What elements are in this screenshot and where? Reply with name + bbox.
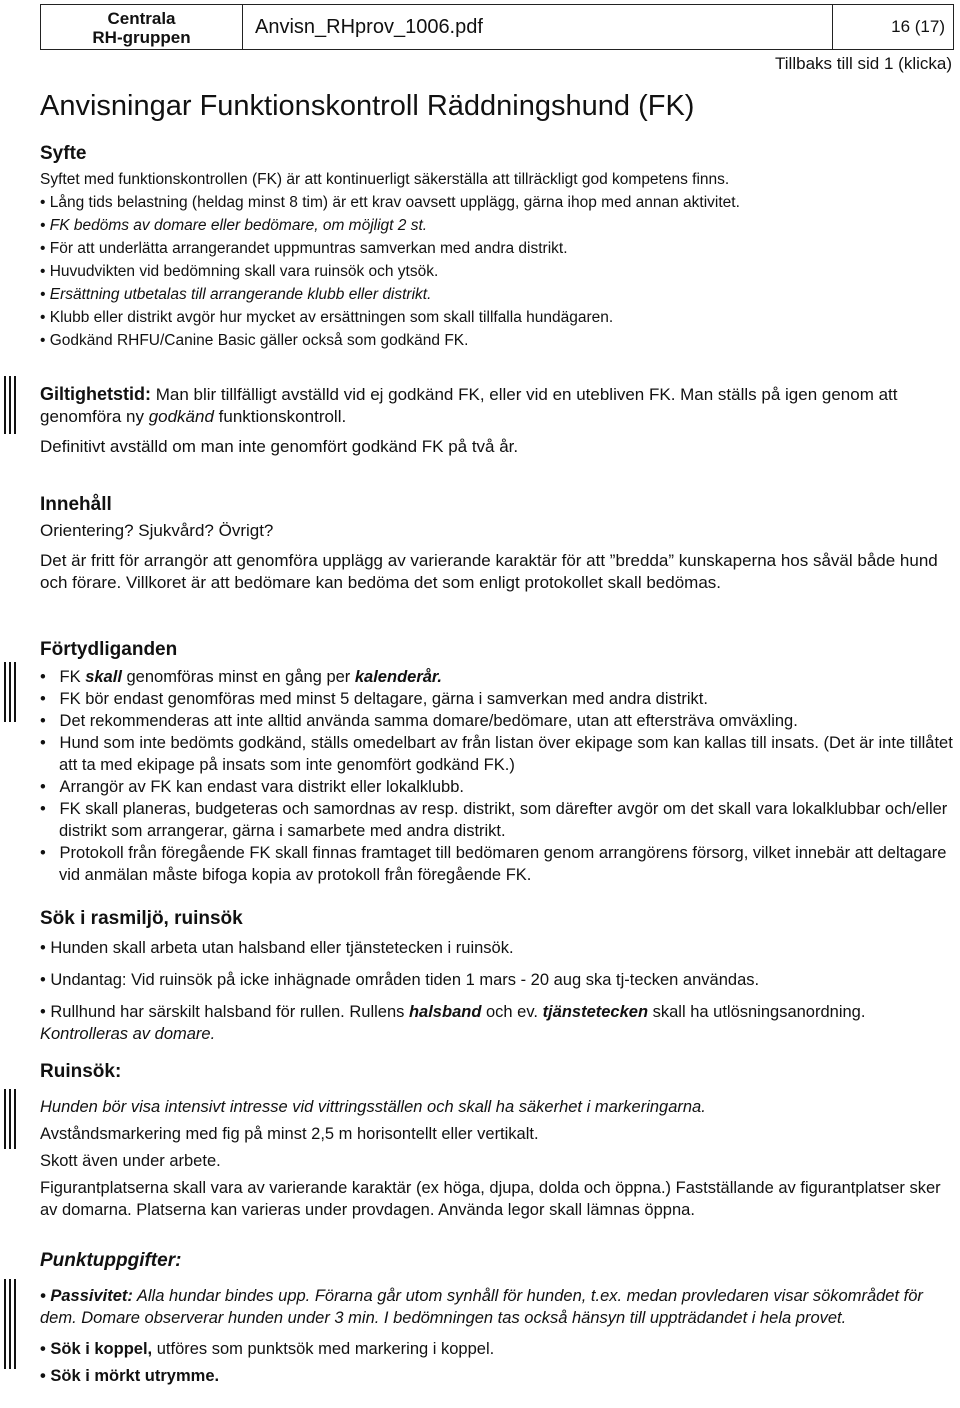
sok-b3-d: tjänstetecken	[542, 1003, 649, 1021]
giltighet-text-1: Man blir tillfälligt avställd vid ej godkänd FK, eller vid en utebliven FK. Man ställs på igen genom att genomföra ny	[40, 385, 898, 426]
fortydl-b7: Protokoll från föregående FK skall finnas framtaget till bedömaren genom arrangörens försorg, vilket innebär att deltagare vid anmälan måste bifoga kopia av protokoll från föregående FK.	[59, 844, 947, 884]
change-bar-1	[4, 376, 18, 434]
heading-syfte: Syfte	[40, 143, 87, 164]
org-line-2: RH-gruppen	[92, 28, 191, 47]
innehall-paragraph: Det är fritt för arrangör att genomföra upplägg av varierande karaktär för att ”bredda” kunskaperna hos såväl både hund och förare. Villkoret är att bedömare kan bedöma det som enligt protokollet skall bedömas.	[40, 551, 938, 592]
ruinsok-p3: Skott även under arbete.	[40, 1152, 221, 1170]
giltighet-label: Giltighetstid:	[40, 384, 151, 404]
ruinsok-p4: Figurantplatserna skall vara av varierande karaktär (ex höga, djupa, dolda och öppna.) Fastställande av figurantplatser sker av domarna. Platserna kan varieras under provdagen. Använda legor skall lämnas öppna.	[40, 1179, 941, 1219]
syfte-bullet-4: • Huvudvikten vid bedömning skall vara ruinsök och ytsök.	[40, 263, 439, 280]
fortydl-bullet-5: • Arrangör av FK kan endast vara distrikt eller lokalklubb.	[40, 778, 464, 796]
section-sok	[40, 908, 955, 1045]
page-title: Anvisningar Funktionskontroll Räddningshund (FK)	[40, 90, 695, 122]
fortydl-b3: Det rekommenderas att inte alltid använda samma domare/bedömare, utan att eftersträva omväxling.	[59, 712, 798, 730]
heading-innehall: Innehåll	[40, 494, 112, 515]
fortydl-bullet-2: • FK bör endast genomföras med minst 5 deltagare, gärna i samverkan med andra distrikt.	[40, 690, 708, 708]
file-name: Anvisn_RHprov_1006.pdf	[243, 5, 833, 49]
giltighet-text	[40, 383, 955, 428]
punkt-b2-label: • Sök i koppel,	[40, 1340, 153, 1358]
section-ruinsok	[40, 1061, 955, 1221]
back-to-page-1-link[interactable]: Tillbaks till sid 1 (klicka)	[775, 54, 952, 73]
fortydl-bullet-3: • Det rekommenderas att inte alltid använda samma domare/bedömare, utan att eftersträva omväxling.	[40, 712, 798, 730]
punkt-bullet-3: • Sök i mörkt utrymme.	[40, 1367, 220, 1385]
page-number: 16 (17)	[891, 17, 945, 36]
syfte-bullet-5: • Ersättning utbetalas till arrangerande klubb eller distrikt.	[40, 286, 432, 303]
punkt-bullet-2	[40, 1338, 955, 1360]
fortydl-bullet-4: • Hund som inte bedömts godkänd, ställs omedelbart av från listan över ekipage som kan kallas till insats. (Det är inte tillåtet att ta med ekipage på insats som inte genomfört godkänd FK.)	[40, 734, 953, 774]
sok-bullet-1: • Hunden skall arbeta utan halsband eller tjänstetecken i ruinsök.	[40, 939, 514, 957]
syfte-bullet-2: • FK bedöms av domare eller bedömare, om möjligt 2 st.	[40, 217, 428, 234]
giltighet-text-2: Definitivt avställd om man inte genomfört godkänd FK på två år.	[40, 437, 519, 456]
org-line-1: Centrala	[107, 9, 176, 28]
syfte-bullet-3: • För att underlätta arrangerandet uppmuntras samverkan med andra distrikt.	[40, 240, 568, 257]
sok-b3-b: halsband	[408, 1003, 482, 1021]
fortydl-bullet-1: • FK skall genomföras minst en gång per kalenderår.	[40, 668, 443, 686]
punkt-bullet-1	[40, 1285, 955, 1329]
fortydl-b1-c: genomföras minst en gång per	[121, 668, 355, 686]
heading-punktuppgifter: Punktuppgifter:	[40, 1250, 182, 1271]
giltighet-italic: godkänd	[148, 407, 214, 426]
punkt-b1-label: • Passivitet:	[40, 1287, 133, 1305]
heading-fortydliganden: Förtydliganden	[40, 639, 178, 660]
fortydl-b1-d: kalenderår.	[354, 668, 443, 686]
innehall-line-1: Orientering? Sjukvård? Övrigt?	[40, 521, 274, 540]
sok-b3-c: och ev.	[481, 1003, 543, 1021]
sok-bullet-3	[40, 1001, 955, 1045]
fortydl-b4: Hund som inte bedömts godkänd, ställs omedelbart av från listan över ekipage som kan kallas till insats. (Det är inte tillåtet att ta med ekipage på insats som inte genomfört godkänd FK.)	[59, 734, 953, 774]
heading-sok: Sök i rasmiljö, ruinsök	[40, 908, 243, 929]
fortydl-b1-a: FK	[59, 668, 86, 686]
punkt-b1-text: Alla hundar bindes upp. Förarna går utom synhåll för hunden, t.ex. medan provledaren visar sökområdet för dem. Domare observerar hunden under 3 min. I bedömningen tas också hänsyn till uppträdandet i hela provet.	[40, 1287, 923, 1327]
section-syfte	[40, 143, 955, 352]
org-name	[41, 5, 243, 49]
fortydl-b2: FK bör endast genomföras med minst 5 deltagare, gärna i samverkan med andra distrikt.	[59, 690, 708, 708]
giltighet-text-end: funktionskontroll.	[213, 407, 347, 426]
fortydl-bullet-7: • Protokoll från föregående FK skall finnas framtaget till bedömaren genom arrangörens försorg, vilket innebär att deltagare vid anmälan måste bifoga kopia av protokoll från föregående FK.	[40, 844, 947, 884]
sok-b3-e: skall ha utlösningsanordning.	[648, 1003, 866, 1021]
section-punktuppgifter	[40, 1250, 955, 1387]
syfte-bullet-6: • Klubb eller distrikt avgör hur mycket av ersättningen som skall tillfalla hundägaren.	[40, 309, 614, 326]
sok-b3-f: Kontrolleras av domare.	[40, 1025, 216, 1043]
ruinsok-p2: Avståndsmarkering med fig på minst 2,5 m horisontellt eller vertikalt.	[40, 1125, 539, 1143]
document-header	[40, 4, 954, 50]
syfte-bullet-7: • Godkänd RHFU/Canine Basic gäller också som godkänd FK.	[40, 332, 469, 349]
sok-bullet-2: • Undantag: Vid ruinsök på icke inhägnade områden tiden 1 mars - 20 aug ska tj-tecken användas.	[40, 971, 760, 989]
syfte-intro: Syftet med funktionskontrollen (FK) är att kontinuerligt säkerställa att tillräckligt god kompetens finns.	[40, 171, 730, 188]
syfte-bullet-1: • Lång tids belastning (heldag minst 8 tim) är ett krav oavsett upplägg, gärna ihop med annan aktivitet.	[40, 194, 740, 211]
change-bar-2	[4, 662, 18, 722]
fortydl-bullet-6: • FK skall planeras, budgeteras och samordnas av resp. distrikt, som därefter avgör om det skall vara lokalklubbar och/eller distrikt som arrangerar, gärna i samarbete med andra distrikt.	[40, 800, 948, 840]
punkt-b2-text: utföres som punktsök med markering i koppel.	[152, 1340, 495, 1358]
section-giltighet	[40, 383, 955, 458]
fortydl-b6: FK skall planeras, budgeteras och samordnas av resp. distrikt, som därefter avgör om det skall vara lokalklubbar och/eller distrikt som arrangerar, gärna i samarbete med andra distrikt.	[59, 800, 948, 840]
change-bar-3	[4, 1089, 18, 1149]
change-bar-4	[4, 1279, 18, 1369]
section-innehall	[40, 494, 955, 594]
fortydl-b5: Arrangör av FK kan endast vara distrikt eller lokalklubb.	[59, 778, 464, 796]
section-fortydliganden	[40, 639, 955, 886]
sok-b3-a: • Rullhund har särskilt halsband för rullen. Rullens	[40, 1003, 409, 1021]
heading-ruinsok: Ruinsök:	[40, 1061, 122, 1082]
ruinsok-p1: Hunden bör visa intensivt intresse vid vittringsställen och skall ha säkerhet i markeringarna.	[40, 1098, 706, 1116]
fortydl-b1-b: skall	[85, 668, 122, 686]
